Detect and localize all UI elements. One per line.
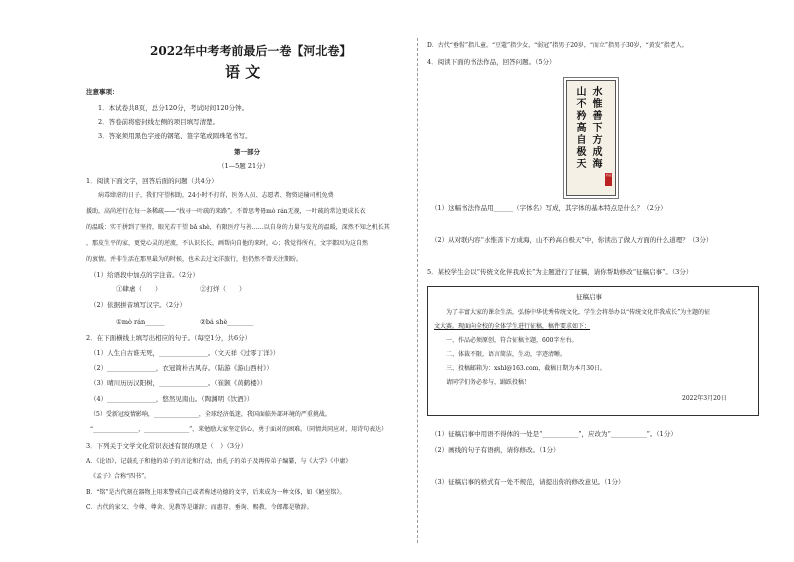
calligraphy-seal: 书法 bbox=[605, 173, 612, 186]
question-4-intro: 4．阅读下面的书法作品，回答问题。（5分） bbox=[427, 58, 556, 66]
question-5-item: （1）征稿启事中用语不得体的一处是“___________”，应改为“___________”。（1分） bbox=[431, 430, 677, 438]
subject-title: 语 文 bbox=[225, 63, 261, 81]
notice-line: 为了丰富大家的课余生活，弘扬中华优秀传统文化，学生会将举办以“传统文化伴我成长”为主题的征 bbox=[434, 309, 711, 316]
question-1-intro: 1．阅读下面文字，回答后面的问题（共4分） bbox=[86, 177, 218, 185]
question-3-option: B．“铭”是古代刻在器物上用来警戒自己或者称述功德的文字，后来成为一种文体，如《陋室铭》。 bbox=[86, 489, 346, 496]
passage-line: ，那皮生平的家，更党心灵的逆流，不认识长长，画帮向自他的来时，心；我觉得所有，文字都因为这自然 bbox=[86, 240, 369, 247]
question-2-intro: 2．在下面横线上填写出相应的句子。（每空1分，共6分） bbox=[86, 334, 252, 342]
question-2-item: （1）人生自古谁无死，_______________。（文天祥《过零丁洋》） bbox=[90, 349, 280, 357]
question-2-item: （2）_______________，衣冠简朴古风存。（陆游《游山西村》） bbox=[90, 364, 273, 372]
question-2-item: （3）晴川历历汉阳树，_______________。（崔颢《黄鹤楼》） bbox=[90, 379, 267, 387]
question-5-item: （3）征稿启事的格式有一处不规范，请提出你的修改意见。（1分） bbox=[431, 478, 625, 486]
question-5-item: （2）画线的句子有语病，请你修改。（1分） bbox=[431, 446, 560, 454]
question-3-option: 《孟子》合称“四书”。 bbox=[90, 473, 151, 480]
question-3-intro: 3．下列关于文学文化常识表述有误的项是（ ）（3分） bbox=[86, 442, 248, 450]
notice-line: 二、体裁不限，语言简洁，生动，字迹清晰。 bbox=[434, 351, 567, 358]
question-2-item: （5）受新冠疫情影响，_______________，全球经济低迷，我国面临外部环境的严重挑战。 bbox=[90, 411, 331, 418]
notice-line: 一、作品必须原创，符合征稿主题，600字左右。 bbox=[434, 337, 578, 344]
passage-line: 援助，高尚逆行在每一条稀疏——“找寻一叶疏的来路”。不曾思考毋mò rán无视，一叶疏的常边更成长衣 bbox=[86, 208, 366, 215]
column-divider bbox=[417, 38, 418, 543]
calligraphy-line: 水惟善下方成海 bbox=[592, 87, 603, 170]
question-1-2: （2）依据拼音填写汉字。（2分） bbox=[90, 301, 187, 309]
passage-line: 病毒肆虐的日子，我们守望相助，24小时不打烊，医务人员、志愿者、物资运输司机免费 bbox=[86, 192, 334, 199]
question-4-2: （2）从对联内容“水惟善下方成海，山不矜高自极天”中，你读出了做人方面的什么道理？（3分） bbox=[431, 236, 713, 244]
question-1-2-a: ①mò rán______ bbox=[116, 318, 165, 326]
calligraphy-line: 山不矜高自极天 bbox=[576, 87, 587, 170]
question-2-item-cont: “_______________，_______________”，来勉励大家坚定信心，勇于面对的困难。（同情共同应对，用诗句表达） bbox=[90, 426, 388, 433]
notice-line: 三、投稿邮箱为：xshl@163.com，截稿日期为本月30日。 bbox=[434, 365, 606, 372]
question-1-1-a: ①肆虐（ ） bbox=[116, 285, 162, 293]
notice-heading: 注意事项： bbox=[86, 88, 119, 96]
notice-title: 征稿启事 bbox=[576, 293, 602, 301]
notice-date: 2022年3月20日 bbox=[682, 395, 727, 402]
calligraphy-image bbox=[566, 80, 616, 196]
question-1-1-b: ②打烊（ ） bbox=[200, 285, 246, 293]
passage-line: 的衷情。并非生活在那里最为的时候，也未去过文洋旅行，但仍然不曾关注期盼。 bbox=[86, 256, 303, 263]
question-5-intro: 5．某校学生会以“传统文化伴我成长”为主题进行了征稿，请你帮助修改“征稿启事”。（3分） bbox=[427, 268, 693, 276]
question-3-option: A．《论语》，记载孔子和他的弟子的言论和行动，由孔子的弟子及再传弟子编纂，与《大学》《中庸》 bbox=[86, 458, 352, 465]
notice-item: 1．本试卷共8页，总分120分，考试时间120分钟。 bbox=[98, 104, 249, 112]
question-1-2-b: ②bá shè________ bbox=[200, 318, 254, 326]
passage-line: 的温暖：实干拼到了坚持，眼光若干望 bǎ shè，有限医疗与善……以自身的力量与发光的温暖，深然不知之机长其 bbox=[86, 224, 390, 231]
notice-line: 文大赛。现面向全校的全体学生进行征稿，稿件要求如下： bbox=[434, 323, 591, 330]
notice-item: 2．答卷前将密封线左侧的项目填写清楚。 bbox=[98, 118, 220, 126]
question-1-1: （1）给语段中加点的字注音。（2分） bbox=[90, 271, 200, 279]
exam-title: 2022年中考考前最后一卷【河北卷】 bbox=[150, 44, 352, 58]
notice-line: 请同学们务必参与，踊跃投稿！ bbox=[434, 379, 531, 386]
part-label: 第一部分 bbox=[234, 148, 260, 156]
question-2-item: （4）_______________，悠然见南山。（陶渊明《饮酒》） bbox=[90, 395, 254, 403]
question-4-1: （1）这幅书法作品用______（字体名）写成，其字体的基本特点是什么？（2分） bbox=[431, 204, 667, 212]
question-3-option-d: D．古代“垂髫”指儿童，“豆蔻”指少女，“弱冠”指男子20岁，“而立”指男子30岁，“黄发”指老人。 bbox=[427, 42, 688, 49]
solicitation-notice bbox=[427, 286, 759, 416]
notice-item: 3．答案须用黑色字迹的钢笔、签字笔或圆珠笔书写。 bbox=[98, 132, 252, 140]
part-range: （1—5题 21分） bbox=[218, 162, 270, 170]
question-3-option: C．古代的家父、令尊、尊舍、见教等是谦辞；而惠存、垂询、赐教、令郎都是敬辞。 bbox=[86, 504, 313, 511]
